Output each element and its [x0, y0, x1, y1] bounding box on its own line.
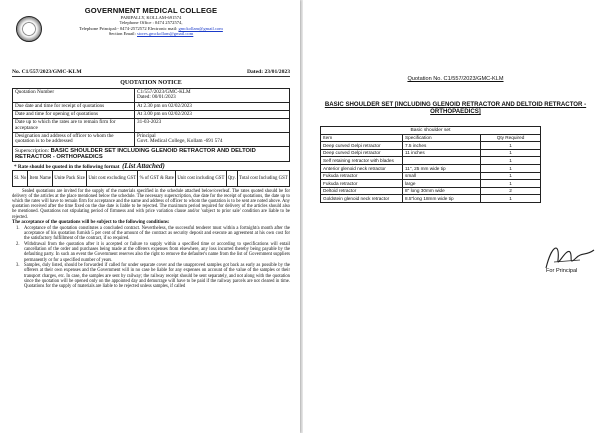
condition-item	[12, 226, 290, 241]
condition-number: 3.	[16, 263, 20, 269]
info-value: 31-03-2023	[135, 119, 290, 133]
spec-qty: 1	[481, 164, 541, 172]
notice-intro: Sealed quotations are invited for the supply of the materials specified in the schedule attached below/overleaf. The rates quoted should be for delivery of the articles at the place mentioned below the schedule. The necessary superscription, due date for the receipt of quotations, the date up to which the rates will have to remain firm for acceptance and the name and address of officer to whom the quotation is to be sent are noted above. Any quotation received after the time fixed on the due date is liable to be rejected. The maximum period required for delivery of the articles should also be mentioned. Quotations not stipulating period of firmness and with price variation clause and/or 'subject to prior sale' condition are liable to be rejected.	[12, 188, 290, 220]
condition-item	[12, 242, 290, 263]
info-key: Date and time for opening of quotations	[13, 110, 135, 118]
spec-specification: 8.5"long 18mm wide tip	[403, 195, 481, 203]
quotation-ref: Quotation No. C1/557/2023/GMC-KLM	[407, 76, 504, 82]
info-key: Quotation Number	[13, 89, 135, 103]
item-list-page	[303, 0, 600, 433]
section-email-line	[12, 31, 290, 36]
superscription-table	[12, 146, 290, 162]
principal-line-prefix: Telephone Principal:- 0474-2572572 Electronic mail:	[79, 25, 179, 31]
spec-caption: Basic shoulder set	[320, 126, 541, 133]
rate-format-note	[12, 162, 290, 170]
spec-specification	[403, 157, 481, 165]
spec-qty: 1	[481, 180, 541, 188]
reference-row	[12, 68, 290, 77]
info-value: Principal Govt. Medical College, Kollam -691 574	[135, 132, 290, 146]
rate-column-header: % of GST & Rate	[138, 170, 176, 186]
list-attached-note: (List Attached)	[122, 161, 165, 170]
telephone-office: Telephone Office : 0474 2572574,	[119, 20, 183, 26]
rate-column-header: Unite Pack Size	[53, 170, 87, 186]
info-value: C1/557/2023/GMC-KLM Dated: 00/01/2023	[135, 89, 290, 103]
spec-specification: large	[403, 180, 481, 188]
info-key: Due date and time for receipt of quotations	[13, 102, 135, 110]
spec-row	[321, 142, 541, 150]
acceptance-heading: The acceptance of the quotations will be subject to the following conditions:	[12, 220, 170, 226]
letterhead	[12, 4, 290, 68]
college-name: GOVERNMENT MEDICAL COLLEGE	[84, 6, 218, 15]
rate-column-header: Qty.	[226, 170, 237, 186]
rate-column-header: Total cost Including GST	[237, 170, 289, 186]
rate-format-table	[12, 170, 290, 187]
info-value: At 3.00 pm on 02/02/2023	[135, 110, 290, 118]
spec-header-qty: Qty Required	[481, 134, 541, 142]
section-email-prefix: Section Email:	[108, 31, 138, 37]
spec-row	[321, 164, 541, 172]
condition-number: 2.	[16, 242, 20, 248]
spec-row	[321, 157, 541, 165]
for-principal: For Principal	[546, 268, 578, 274]
spec-item: Deltoid retractor	[321, 187, 403, 195]
spec-item: Goldstein glenoid neck retractor	[321, 195, 403, 203]
quotation-info-table	[12, 88, 290, 147]
spec-qty: 1	[481, 157, 541, 165]
spec-qty: 2	[481, 187, 541, 195]
reference-number: No. C1/557/2023/GMC-KLM	[12, 69, 82, 75]
spec-specification: 11 inches	[403, 149, 481, 157]
spec-item: Self retaining retractor with blades	[321, 157, 403, 165]
superscription-cell	[13, 147, 290, 162]
rate-column-header: Unit cost including GST	[176, 170, 227, 186]
spec-item: Fukuda retractor	[321, 180, 403, 188]
college-address: PARIPALLY, KOLLAM-691574	[120, 15, 182, 20]
info-key: Designation and address of officer to whom the quotation is to be addressed	[13, 132, 135, 146]
spec-qty: 1	[481, 172, 541, 180]
info-row	[13, 119, 290, 133]
spec-item: Deep curved Gelpi retractor	[321, 142, 403, 150]
reference-date: Dated: 23/01/2023	[246, 69, 290, 75]
principal-email-link[interactable]: gmckollam@gmail.com	[178, 25, 223, 31]
section-email-link[interactable]: stores.gmckollam@gmail.com	[137, 31, 194, 37]
superscription-prefix: Superscription:	[15, 147, 51, 154]
spec-qty: 1	[481, 149, 541, 157]
info-value: At 2.30 pm on 02/02/2023	[135, 102, 290, 110]
spec-table	[320, 134, 541, 203]
rate-column-header: Item Name	[28, 170, 53, 186]
info-row	[13, 89, 290, 103]
spec-row	[321, 172, 541, 180]
rate-column-header: Sl. No	[13, 170, 28, 186]
spec-row	[321, 195, 541, 203]
condition-text: Samples, duly listed, should be forwarded if called for under separate cover and the unapproved samples got back as early as possible by the offerers at their own expenses and the Government will in no case be liable for any expenses on account of the value of the samples or their transport charges, etc. In case, the samples are sent by railway; the railway receipt should be sent separately, and not along with the quotation since the quotation will be opened only on the appointed day and demurrage will have to be paid if the railway parcels are not cleared in time. Quotations for the supply of materials are liable to be rejected unless samples, if called	[24, 263, 290, 289]
spec-qty: 1	[481, 142, 541, 150]
notice-title: QUOTATION NOTICE	[120, 80, 182, 86]
rate-column-header: Unit cost excluding GST	[87, 170, 138, 186]
college-emblem-icon	[16, 16, 42, 42]
spec-specification: 11", 25 mm wide tip	[403, 164, 481, 172]
spec-row	[321, 187, 541, 195]
info-key: Date up to which the rates are to remain firm for acceptance	[13, 119, 135, 133]
spec-qty: 1	[481, 195, 541, 203]
condition-text: Acceptance of the quotation constitutes a concluded contract. Nevertheless, the successful tenderer must within a fortnight/a month after the acceptance of his quotation furnish 5 per cent of the amount of the contract as security deposit and execute an agreement at his own cost for the satisfactory fulfillment of the contract, if so required.	[24, 226, 290, 242]
condition-text: Withdrawal from the quotation after it is accepted or failure to supply within a specified time or according to specifications will entail cancellation of the order and purchases being made at the offerers expenses from elsewhere, any loss incurred thereby being payable by the defaulting party. In such an event the Government reserves also the right to remove the defaulter's name from the list of Government suppliers permanently or for a specified number of years.	[24, 242, 290, 263]
spec-specification: 7.5 inches	[403, 142, 481, 150]
info-row	[13, 110, 290, 118]
condition-item	[12, 263, 290, 289]
item-list-title: BASIC SHOULDER SET [INCLUDING GLENOID RETRACTOR AND DELTOID RETRACTOR - ORTHOPAEDICS]	[324, 101, 587, 116]
spec-specification: 8" long 30mm wide	[403, 187, 481, 195]
spec-table-wrapper	[320, 126, 541, 203]
spec-header-item: Item	[321, 134, 403, 142]
info-row	[13, 132, 290, 146]
superscription-text: BASIC SHOULDER SET INCLUDING GLENOID RETRACTOR AND DELTOID RETRACTOR - ORTHOPAEDICS	[15, 147, 256, 160]
spec-specification: small	[403, 172, 481, 180]
spec-item: Deep curved Gelpi retractor	[321, 149, 403, 157]
condition-number: 1.	[16, 226, 20, 231]
spec-row	[321, 149, 541, 157]
notice-body	[12, 189, 290, 289]
spec-row	[321, 180, 541, 188]
rate-note-text: * Rate should be quoted in the following format	[14, 163, 120, 170]
spec-item: Fukuda retractor	[321, 172, 403, 180]
spec-item: Anterior glenoid neck retractor	[321, 164, 403, 172]
info-row	[13, 102, 290, 110]
spec-header-specification: Specification	[403, 134, 481, 142]
